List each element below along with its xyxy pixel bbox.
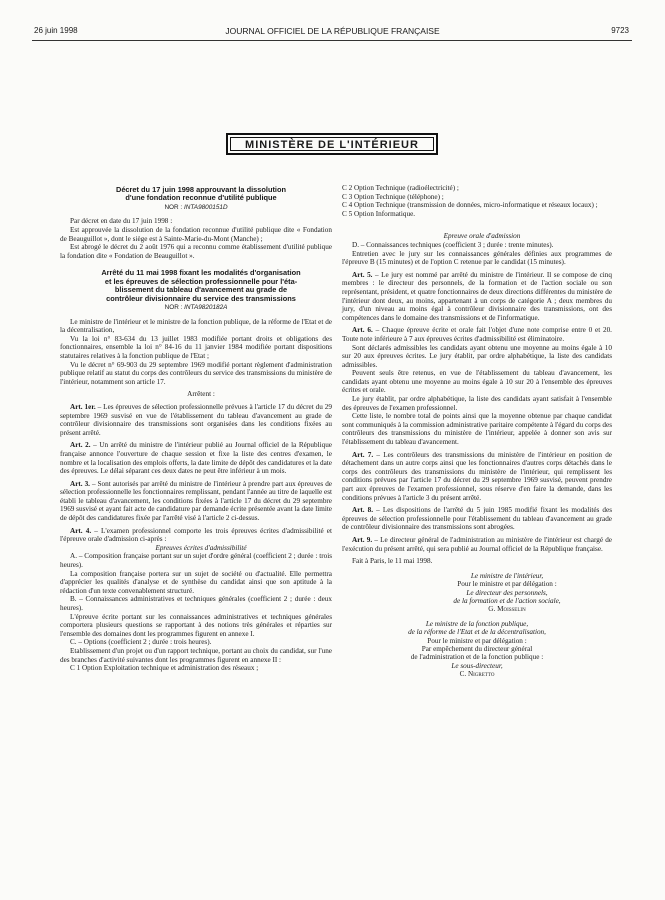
decree-title-2: d'une fondation reconnue d'utilité publique xyxy=(125,193,277,203)
arrete-p2: Vu la loi n° 83-634 du 13 juillet 1983 modifiée portant droits et obligations des fonctionnaires, ensemble la loi n° 84-16 du 11 janvier 1984 modifiée portant dispositions statutaires relatives à la fonction publique de l'Etat ; xyxy=(60,334,332,360)
delegation-line: Pour le ministre et par délégation : xyxy=(427,636,527,645)
article-6-p3: Peuvent seuls être retenus, en vue de l'établissement du tableau d'avancement, les candidats ayant obtenu une moyenne au moins égale à 10 sur 20 à l'ensemble des épreuves écrites et orale. xyxy=(342,369,612,395)
header-date: 26 juin 1998 xyxy=(34,26,78,35)
epreuve-b-desc: L'épreuve écrite portant sur les connaissances administratives et techniques générales comportera plusieurs questions se rapportant à des notions très générales et réparties sur l'ensemble des domaines dont les programmes figurent en annexe I. xyxy=(60,612,332,638)
article-label: Art. 6. xyxy=(352,326,373,335)
option-c2: C 2 Option Technique (radioélectricité) ; xyxy=(342,184,459,192)
nor-code: INTA9800151D xyxy=(183,203,228,211)
article-text: – Le jury est nommé par arrêté du ministre de l'intérieur. Il se compose de cinq membres : le directeur des personnels, de la formation et de l'action sociale ou son représentant, président, et quatre fonctionnaires de deux directions différentes du ministère de l'intérieur dont deux, au moins, appartenant à un corps de catégorie A ; deux membres du jury, d'un niveau au moins égal à contrôleur divisionnaire des transmissions, ont des compétences dans le domaine des transmissions et de l'informatique. xyxy=(342,270,612,322)
page-number: 9723 xyxy=(611,26,629,35)
option-c1: C 1 Option Exploitation technique et administration des réseaux ; xyxy=(70,664,259,673)
signatory-title: Le ministre de la fonction publique, xyxy=(425,619,529,628)
article-6-p4: Le jury établit, par ordre alphabétique, la liste des candidats ayant satisfait à l'ensemble des épreuves de l'examen professionnel. xyxy=(342,395,612,412)
article-label: Art. 7. xyxy=(352,450,374,459)
article-7 xyxy=(342,451,612,503)
article-9 xyxy=(342,536,612,553)
delegation-line: Pour le ministre et par délégation : xyxy=(457,580,557,589)
signatory-name: C. Nigretto xyxy=(459,670,495,679)
arrete-nor xyxy=(60,304,332,313)
nor-label: NOR : xyxy=(164,304,183,311)
fait-a-paris: Fait à Paris, le 11 mai 1998. xyxy=(352,557,433,566)
option-c5: C 5 Option Informatique. xyxy=(342,209,416,218)
signatory-role: Le sous-directeur, xyxy=(451,661,503,670)
arrete-title-3: blissement du tableau d'avancement au grade de xyxy=(114,285,288,295)
arretent: Arrêtent : xyxy=(187,390,215,399)
epreuve-c-desc: Etablissement d'un projet ou d'un rapport technique, portant au choix du candidat, sur l'une des branches d'activité suivantes dont les programmes figurent en annexe II : xyxy=(60,646,332,664)
epreuve-d-desc: Entretien avec le jury sur les connaissances générales définies aux programmes de l'épreuve B (15 minutes) et de l'option C retenue par le candidat (15 minutes). xyxy=(342,249,612,267)
article-label: Art. 4. xyxy=(70,526,92,535)
nor-label: NOR : xyxy=(164,203,183,211)
article-3 xyxy=(60,480,332,523)
arrete-p3: Vu le décret n° 69-903 du 29 septembre 1969 modifié portant règlement d'administration publique relatif au statut du corps des contrôleurs du service des transmissions du ministère de l'intérieur, notamment son article 17. xyxy=(60,360,332,386)
article-text: – Les dispositions de l'arrêté du 5 juin 1985 modifié fixant les modalités des épreuves de sélection professionnelle pour l'établissement du tableau d'avancement au grade de contrôleur divisionnaire des transmissions sont abrogées. xyxy=(342,506,612,532)
decree-nor xyxy=(60,204,332,213)
article-2 xyxy=(60,441,332,475)
orale-heading: Epreuve orale d'admission xyxy=(443,232,521,241)
arrete-p1: Le ministre de l'intérieur et le ministre de la fonction publique, de la réforme de l'Etat et de la décentralisation, xyxy=(60,317,332,335)
article-1 xyxy=(60,403,332,437)
article-text: – Sont autorisés par arrêté du ministre de l'intérieur à prendre part aux épreuves de sélection professionnelle les fonctionnaires remplissant, pendant l'année au titre de laquelle est établi le tableau d'avancement, les conditions fixées à l'article 17 du décret du 29 septembre 1969 susvisé et ayant fait acte de candidature par demande écrite présentée avant la date limite de dépôt des candidatures fixée par l'arrêté visé à l'article 2 ci-dessus. xyxy=(60,479,333,523)
article-label: Art. 5. xyxy=(352,270,373,279)
epreuve-d: D. – Connaissances techniques (coefficient 3 ; durée : trente minutes). xyxy=(352,240,554,249)
delegation-line: de l'administration et de la fonction publique : xyxy=(410,653,544,662)
epreuve-a: A. – Composition française portant sur un sujet d'ordre général (coefficient 2 ; durée : trois heures). xyxy=(60,552,332,570)
header-rule xyxy=(32,40,632,41)
signature-fonction-publique xyxy=(342,620,612,679)
epreuve-b: B. – Connaissances administratives et techniques générales (coefficient 2 ; durée : deux heures). xyxy=(60,595,332,612)
nor-code: INTA9820182A xyxy=(184,304,228,311)
article-label: Art. 3. xyxy=(70,479,90,488)
article-label: Art. 9. xyxy=(352,535,373,544)
article-label: Art. 2. xyxy=(70,441,91,450)
decree-title-1: Décret du 17 juin 1998 approuvant la dissolution xyxy=(115,185,287,194)
signatory-title: de la réforme de l'Etat et de la décentralisation, xyxy=(408,628,546,637)
article-label: Art. 1er. xyxy=(70,402,96,411)
article-text: – Les épreuves de sélection professionnelle prévues à l'article 17 du décret du 29 septembre 1969 susvisé en vue de l'établissement du tableau d'avancement au grade de contrôleur divisionnaire des transmissions sont organisées dans les conditions fixées au présent arrêté. xyxy=(60,402,332,437)
signatory-name: G. Moisselin xyxy=(488,605,526,614)
decree-p1: Par décret en date du 17 juin 1998 : xyxy=(70,217,173,226)
signatory-role: de la formation et de l'action sociale, xyxy=(453,596,561,605)
epreuve-c: C. – Options (coefficient 2 ; durée : trois heures). xyxy=(70,638,212,647)
article-6-p2: Sont déclarés admissibles les candidats ayant obtenu une moyenne au moins égale à 10 sur 20 aux épreuves écrites. Le jury établit, par ordre alphabétique, la liste des candidats admissibles. xyxy=(342,343,612,369)
article-6-p5: Cette liste, le nombre total de points ainsi que la moyenne obtenue par chaque candidat sont communiqués à la commission administrative paritaire compétente à l'égard du corps des contrôleurs des transmissions du ministère de l'intérieur, appelée à donner son avis sur l'établissement du tableau d'avancement. xyxy=(342,412,612,447)
option-c4: C 4 Option Technique (transmission de données, micro-informatique et réseaux locaux) ; xyxy=(342,201,598,210)
article-label: Art. 8. xyxy=(352,506,374,515)
article-text: – Un arrêté du ministre de l'intérieur publié au Journal officiel de la République française annonce l'ouverture de chaque session et fixe la liste des centres d'examen, le nombre et la localisation des emplois offerts, la date limite de dépôt des candidatures et la date des épreuves. Le délai séparant ces deux dates ne peut être inférieur à un mois. xyxy=(60,441,332,476)
right-column xyxy=(342,184,612,679)
article-6 xyxy=(342,326,612,343)
article-text: – L'examen professionnel comporte les trois épreuves écrites d'admissibilité et l'épreuve orale d'admission ci-après : xyxy=(60,526,332,544)
signature-interieur xyxy=(342,572,612,614)
article-text: – Les contrôleurs des transmissions du ministère de l'intérieur en position de détachement dans un autre corps ainsi que les fonctionnaires d'autres corps détachés dans le corps des contrôleurs des transmissions du ministère de l'intérieur, qui remplissent les conditions prévues par l'article 17 du décret du 29 septembre 1969 susvisé, peuvent prendre part aux épreuves de l'examen professionnel, sous réserve d'en faire la demande, dans les conditions prévues à l'article 3 du présent arrêté. xyxy=(342,450,612,502)
article-text: – Le directeur général de l'administration au ministère de l'intérieur est chargé de l'exécution du présent arrêté, qui sera publié au Journal officiel de la République française. xyxy=(342,535,612,553)
epreuve-a-desc: La composition française portera sur un sujet de société ou d'actualité. Elle permettra d'apprécier les qualités d'analyse et de synthèse du candidat ainsi que son aptitude à la rédaction d'un texte convenablement structuré. xyxy=(60,569,332,595)
arrete-title-2: et les épreuves de sélection professionnelle pour l'éta- xyxy=(104,276,298,286)
article-4 xyxy=(60,527,332,544)
ministry-title: MINISTÈRE DE L'INTÉRIEUR xyxy=(230,137,434,151)
journal-title: JOURNAL OFFICIEL DE LA RÉPUBLIQUE FRANÇAISE xyxy=(225,26,440,36)
article-5 xyxy=(342,271,612,323)
option-c3: C 3 Option Technique (téléphone) ; xyxy=(342,192,444,201)
article-8 xyxy=(342,506,612,532)
decree-p2: Est approuvée la dissolution de la fondation reconnue d'utilité publique dite « Fondation de Beauguillot », dont le siège est à Sainte-Marie-du-Mont (Manche) ; xyxy=(60,226,332,243)
decree-p3: Est abrogé le décret du 2 août 1976 qui a reconnu comme établissement d'utilité publique la fondation dite « Fondation de Beauguillot ». xyxy=(60,243,332,260)
article-text: – Chaque épreuve écrite et orale fait l'objet d'une note comprise entre 0 et 20. Toute note inférieure à 7 aux épreuves écrites d'admissibilité est éliminatoire. xyxy=(342,326,612,343)
signatory-role: Le directeur des personnels, xyxy=(466,588,548,597)
arrete-title-1: Arrêté du 11 mai 1998 fixant les modalités d'organisation xyxy=(101,268,301,278)
ecrites-heading: Epreuves écrites d'admissibilité xyxy=(155,543,247,552)
arrete-title-4: contrôleur divisionnaire du service des transmissions xyxy=(106,293,296,303)
signatory-title: Le ministre de l'intérieur, xyxy=(470,571,544,580)
left-column xyxy=(60,186,332,673)
ministry-box xyxy=(226,133,438,155)
delegation-line: Par empêchement du directeur général xyxy=(421,645,533,653)
options-list xyxy=(342,184,612,218)
